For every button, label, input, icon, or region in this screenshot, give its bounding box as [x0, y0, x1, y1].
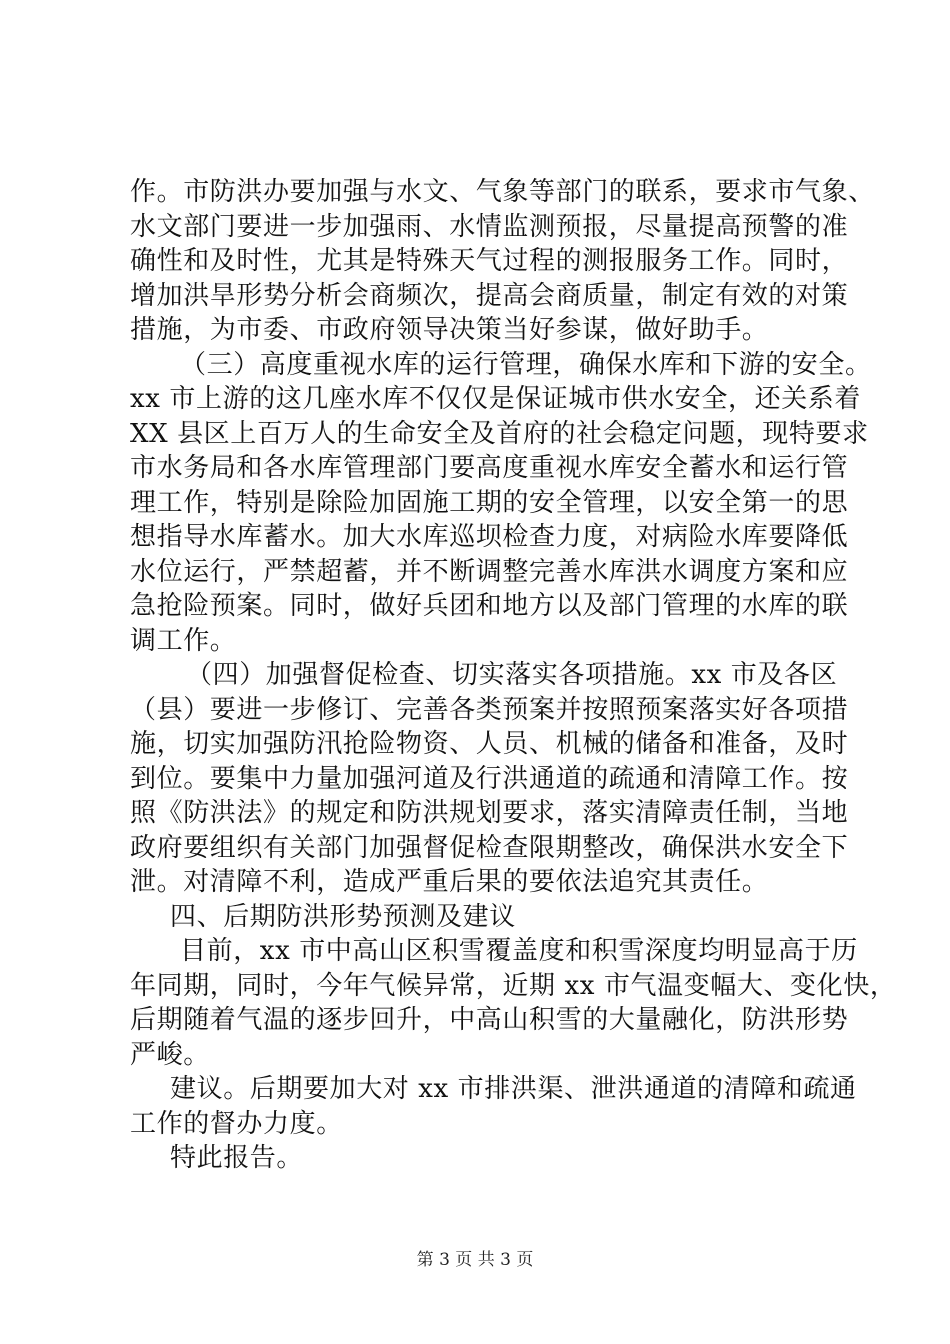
- body-line: 照《防洪法》的规定和防洪规划要求，落实清障责任制，当地: [130, 798, 849, 828]
- body-line: 到位。要集中力量加强河道及行洪通道的疏通和清障工作。按: [130, 763, 849, 794]
- body-line: 后期随着气温的逐步回升，中高山积雪的大量融化，防洪形势: [130, 1005, 849, 1035]
- body-line: 施，切实加强防汛抢险物资、人员、机械的储备和准备，及时: [130, 729, 849, 759]
- body-line: 想指导水库蓄水。加大水库巡坝检查力度，对病险水库要降低: [130, 522, 849, 552]
- body-line: 水文部门要进一步加强雨、水情监测预报，尽量提高预警的准: [130, 211, 849, 242]
- body-line: 水位运行，严禁超蓄，并不断调整完善水库洪水调度方案和应: [130, 556, 849, 587]
- body-line: 泄。对清障不利，造成严重后果的要依法追究其责任。: [130, 867, 769, 897]
- body-line: XX 县区上百万人的生命安全及首府的社会稳定问题，现特要求: [130, 418, 869, 449]
- body-line: 建议。后期要加大对 xx 市排洪渠、泄洪通道的清障和疏通: [170, 1074, 857, 1104]
- section-heading-4: （四）加强督促检查、切实落实各项措施。xx 市及各区: [186, 660, 838, 690]
- body-line: 市水务局和各水库管理部门要高度重视水库安全蓄水和运行管: [130, 453, 849, 483]
- chapter-heading: 四、后期防洪形势预测及建议: [170, 901, 516, 932]
- body-line: 措施，为市委、市政府领导决策当好参谋，做好助手。: [130, 315, 769, 345]
- document-body: [130, 175, 897, 1176]
- closing-line: 特此报告。: [170, 1143, 304, 1173]
- body-line: 政府要组织有关部门加强督促检查限期整改，确保洪水安全下: [130, 832, 849, 863]
- body-line: 调工作。: [130, 625, 237, 656]
- page-number: 第 3 页 共 3 页: [416, 1250, 534, 1270]
- body-line: 工作的督办力度。: [130, 1108, 343, 1139]
- body-line: 严峻。: [130, 1039, 210, 1070]
- body-line: 增加洪旱形势分析会商频次，提高会商质量，制定有效的对策: [130, 280, 849, 311]
- section-heading-3: （三）高度重视水库的运行管理，确保水库和下游的安全。: [180, 349, 872, 380]
- body-line: 急抢险预案。同时，做好兵团和地方以及部门管理的水库的联: [130, 591, 849, 621]
- body-line: 年同期，同时，今年气候异常，近期 xx 市气温变幅大、变化快，: [130, 970, 897, 1001]
- body-line: （县）要进一步修订、完善各类预案并按照预案落实好各项措: [130, 694, 849, 725]
- body-line: 作。市防洪办要加强与水文、气象等部门的联系，要求市气象、: [130, 177, 875, 207]
- body-line: 理工作，特别是除险加固施工期的安全管理，以安全第一的思: [130, 487, 849, 518]
- body-line: xx 市上游的这几座水库不仅仅是保证城市供水安全，还关系着: [130, 384, 861, 414]
- body-line: 确性和及时性，尤其是特殊天气过程的测报服务工作。同时，: [130, 246, 849, 276]
- body-line: 目前，xx 市中高山区积雪覆盖度和积雪深度均明显高于历: [180, 936, 858, 966]
